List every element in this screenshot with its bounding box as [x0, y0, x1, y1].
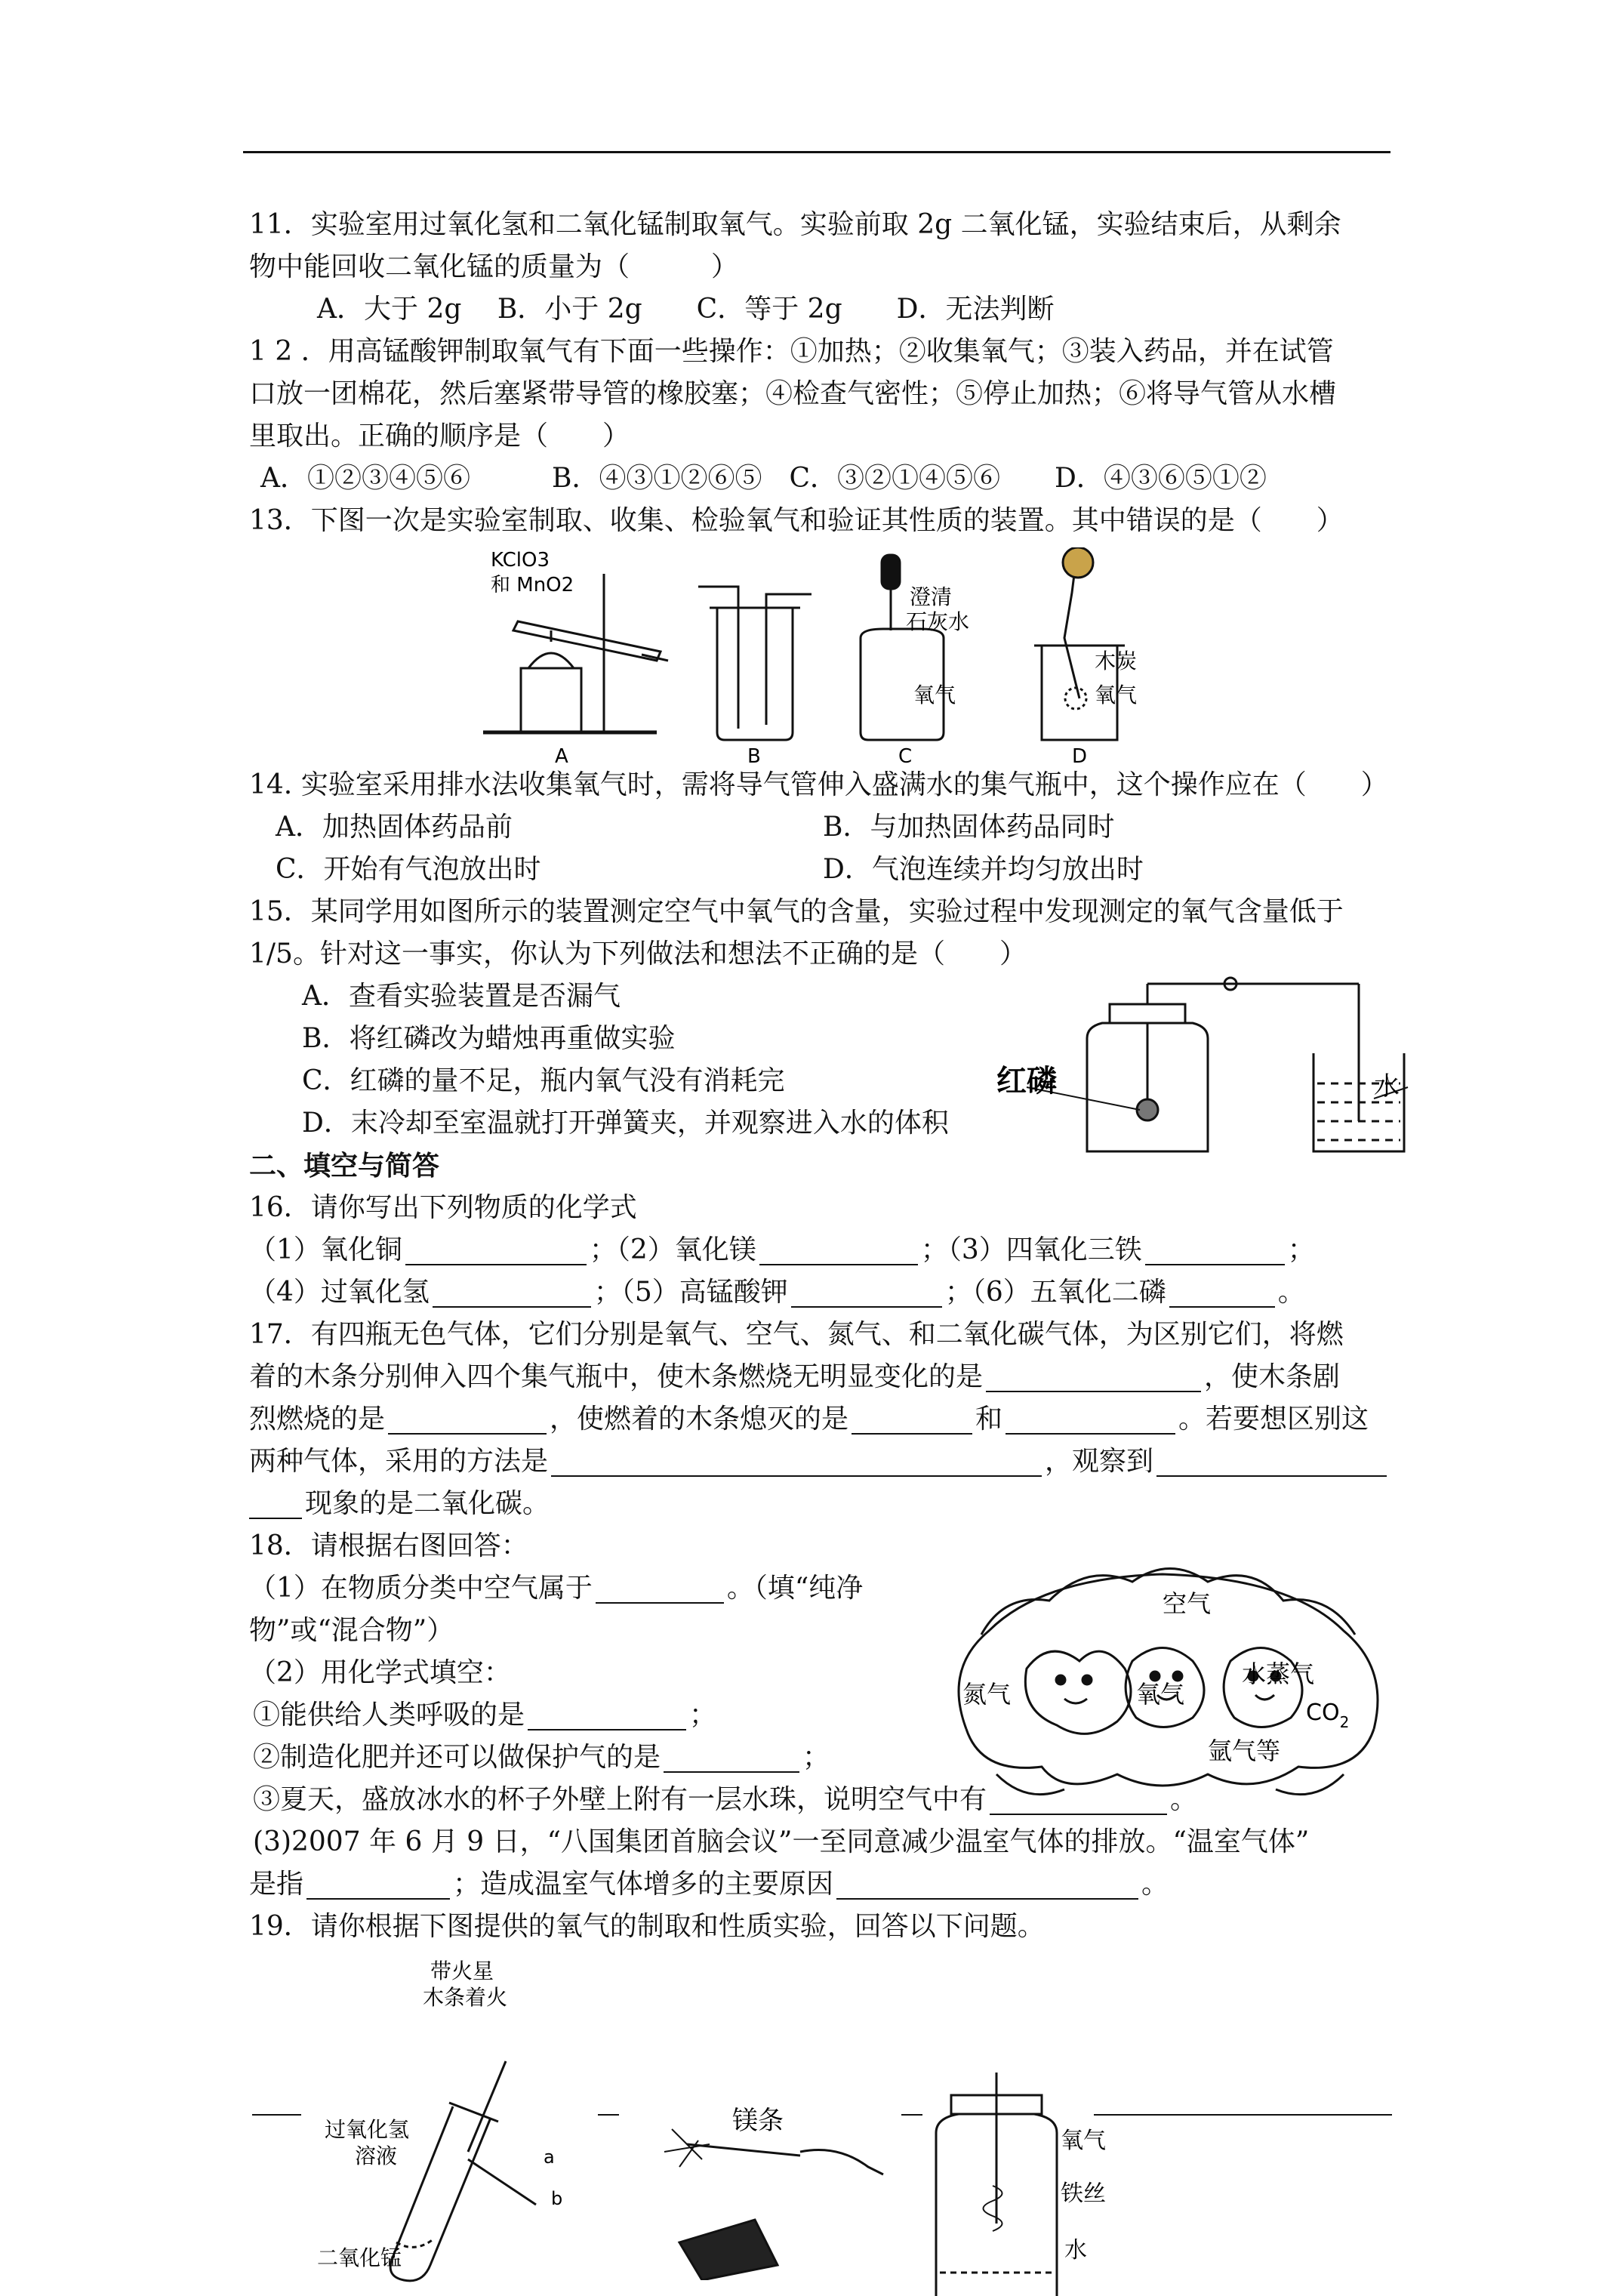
q18-part3-reason: ；造成温室气体增多的主要原因 [453, 1869, 834, 1900]
q17-line3 [249, 1404, 1369, 1435]
q18-fig-co2: $CO_2$ [1306, 1700, 1350, 1731]
q19-fig2-magnesium: 镁条 [732, 2106, 784, 2136]
q13-label-oxygen-d: 氧气 [1095, 683, 1138, 707]
q14-option-b: B．与加热固体药品同时 [823, 812, 1115, 843]
q14-option-d: D．气泡连续并均匀放出时 [823, 854, 1144, 885]
q12-options: A．①②③④⑤⑥ B．④③①②⑥⑤ C．③②①④⑤⑥ D．④③⑥⑤①② [260, 463, 1267, 494]
q19-fig3-iron-wire: 铁丝 [1061, 2180, 1106, 2207]
q13-label-clear: 澄清 [910, 584, 953, 609]
q14-option-a: A．加热固体药品前 [276, 812, 513, 843]
q16-blank3[interactable] [1145, 1238, 1285, 1265]
q15-apparatus-figure [996, 970, 1419, 1166]
q12-stem-line2: 口放一团棉花，然后塞紧带导管的橡胶塞；④检查气密性；⑤停止加热；⑥将导气管从水槽 [249, 378, 1337, 409]
q18-blank6[interactable] [836, 1872, 1138, 1900]
q11-stem-line2: 物中能回收二氧化锰的质量为（ ） [249, 251, 739, 282]
q19-fig3-water: 水 [1064, 2237, 1087, 2264]
q17-blank1[interactable] [986, 1365, 1201, 1392]
q18-part1-hint: 。（填“纯净 [726, 1573, 864, 1604]
q19-fig1-glowing: 带火星 [430, 1959, 494, 1983]
q16-blank2[interactable] [759, 1238, 918, 1265]
q16-row2 [249, 1277, 1305, 1308]
q16-row2-end: 。 [1277, 1277, 1305, 1308]
q18-part3-line1: (3)2007 年 6 月 9 日，“八国集团首脑会议”一至同意减少温室气体的排放。“温室气体” [253, 1826, 1310, 1857]
q19-blank2[interactable] [598, 2114, 619, 2116]
q17-blank3[interactable] [852, 1407, 972, 1435]
q18-fig-water-vapor: 水蒸气 [1242, 1660, 1315, 1688]
q19-fig1-mno2: 二氧化锰 [317, 2245, 402, 2270]
q18-fig-air: 空气 [1163, 1589, 1212, 1618]
q16-row1-end: ； [1287, 1234, 1315, 1265]
q19-stem: 19．请你根据下图提供的氧气的制取和性质实验，回答以下问题。 [249, 1911, 1045, 1942]
q18-item1-end: ； [689, 1700, 717, 1730]
q19-fig1-splint-ignites: 木条着火 [423, 1985, 508, 2010]
q16-blank5[interactable] [791, 1281, 942, 1308]
q17-line2 [249, 1362, 1340, 1392]
q12-stem-line3: 里取出。正确的顺序是（ ） [249, 421, 630, 451]
q17-line4-observe: ，观察到 [1045, 1446, 1154, 1477]
q18-part1-cont: 物”或“混合物”） [249, 1615, 454, 1646]
q16-item2-label: ；（2）氧化镁 [589, 1234, 756, 1265]
section-2-heading: 二、填空与简答 [249, 1150, 440, 1182]
q18-item2-text: ②制造化肥并还可以做保护气的是 [253, 1742, 661, 1773]
q16-item3-label: ；（3）四氧化三铁 [920, 1234, 1142, 1265]
q13-label-mno2: 和 MnO2 [491, 574, 574, 596]
q17-line3-text: 烈燃烧的是 [249, 1404, 386, 1435]
q16-item4-label: （4）过氧化氢 [249, 1277, 430, 1308]
q18-item2-end: ； [802, 1742, 830, 1773]
q16-stem: 16．请你写出下列物质的化学式 [249, 1192, 637, 1223]
q18-blank1[interactable] [596, 1576, 724, 1604]
q17-line3-text2: ，使燃着的木条熄灭的是 [550, 1404, 849, 1435]
q17-line5 [249, 1489, 550, 1519]
q13-label-limewater: 石灰水 [906, 609, 970, 634]
q14-option-c: C．开始有气泡放出时 [276, 854, 541, 885]
q18-part2: （2）用化学式填空： [249, 1657, 511, 1688]
q19-fig3-oxygen: 氧气 [1061, 2128, 1106, 2154]
q18-blank5[interactable] [306, 1872, 450, 1900]
q15-option-c: C．红磷的量不足，瓶内氧气没有消耗完 [302, 1065, 785, 1096]
q17-line4 [249, 1447, 1390, 1477]
q13-stem: 13．下图一次是实验室制取、收集、检验氧气和验证其性质的装置。其中错误的是（ ） [249, 505, 1344, 536]
q13-label-charcoal: 木炭 [1095, 649, 1138, 673]
q17-blank6-cont[interactable] [249, 1492, 302, 1519]
q18-item3-text: ③夏天，盛放冰水的杯子外壁上附有一层水珠，说明空气中有 [253, 1784, 987, 1815]
q15-option-d: D．末冷却至室温就打开弹簧夹，并观察进入水的体积 [302, 1108, 949, 1139]
q19-blank4[interactable] [1094, 2114, 1392, 2116]
q16-blank6[interactable] [1169, 1281, 1275, 1308]
q13-apparatus-figure [468, 547, 1147, 766]
q16-row1 [249, 1235, 1315, 1265]
q18-part1 [249, 1573, 863, 1604]
q15-option-a: A．查看实验装置是否漏气 [302, 981, 621, 1012]
q18-part3-text: 是指 [249, 1869, 304, 1900]
q13-label-oxygen-c: 氧气 [913, 683, 956, 707]
q19-fig1-label-b: b [551, 2188, 563, 2209]
q15-stem-line1: 15．某同学用如图所示的装置测定空气中氧气的含量，实验过程中发现测定的氧气含量低于 [249, 896, 1344, 927]
q18-item3-end: 。 [1170, 1784, 1198, 1815]
q17-blank4[interactable] [1006, 1407, 1175, 1435]
q13-caption-c: C [898, 745, 913, 766]
q17-blank5[interactable] [551, 1450, 1042, 1477]
q17-line2-text: 着的木条分别伸入四个集气瓶中，使木条燃烧无明显变化的是 [249, 1361, 984, 1392]
q16-item6-label: ；（6）五氧化二磷 [944, 1277, 1166, 1308]
q17-line2-end: ，使木条剧 [1204, 1361, 1341, 1392]
q11-options: A．大于 2g B．小于 2g C．等于 2g D．无法判断 [317, 294, 1055, 325]
q19-fig1-label-a: a [544, 2147, 555, 2168]
q18-item1-text: ①能供给人类呼吸的是 [253, 1700, 525, 1730]
q18-blank3[interactable] [664, 1746, 799, 1773]
q15-label-water: 水 [1374, 1071, 1400, 1102]
q13-caption-b: B [747, 745, 761, 766]
q15-label-red-phosphorus: 红磷 [996, 1064, 1057, 1099]
q18-item2 [253, 1743, 830, 1773]
q16-item1-label: （1）氧化铜 [249, 1234, 402, 1265]
q17-line4-text: 两种气体，采用的方法是 [249, 1446, 549, 1477]
q19-blank1[interactable] [252, 2114, 301, 2116]
q15-option-b: B．将红磷改为蜡烛再重做实验 [302, 1023, 676, 1054]
q18-item1 [253, 1700, 716, 1730]
q17-blank6[interactable] [1156, 1450, 1387, 1477]
q16-item5-label: ；（5）高锰酸钾 [593, 1277, 788, 1308]
q18-fig-oxygen: 氧气 [1136, 1680, 1185, 1709]
q13-caption-d: D [1072, 745, 1088, 766]
q14-stem: 14. 实验室采用排水法收集氧气时，需将导气管伸入盛满水的集气瓶中，这个操作应在（ ） [249, 769, 1388, 800]
q13-label-kclo3: KClO3 [491, 549, 550, 572]
q12-stem-line1: 1 2 ．用高锰酸钾制取氧气有下面一些操作：①加热；②收集氧气；③装入药品，并在试管 [249, 336, 1334, 367]
q17-line3-end: 。若要想区别这 [1178, 1404, 1369, 1435]
q18-fig-argon: 氩气等 [1208, 1737, 1281, 1765]
q18-part3-end: 。 [1141, 1869, 1169, 1900]
q18-air-cartoon-figure [936, 1548, 1404, 1820]
q18-blank2[interactable] [528, 1703, 686, 1730]
q19-fig3-iron-wire-burning [921, 2073, 1117, 2296]
q16-blank1[interactable] [405, 1238, 587, 1265]
q18-part1-text: （1）在物质分类中空气属于 [249, 1573, 593, 1604]
q13-caption-a: A [555, 745, 568, 766]
q19-fig2-magnesium-burning [657, 2099, 913, 2280]
q17-line1: 17．有四瓶无色气体，它们分别是氧气、空气、氮气、和二氧化碳气体，为区别它们，将燃 [249, 1319, 1344, 1350]
q19-fig1-solution: 溶液 [355, 2143, 398, 2168]
q19-fig1-h2o2-decomposition [317, 1955, 574, 2288]
q18-stem: 18．请根据右图回答： [249, 1530, 528, 1561]
q18-part3-line2 [249, 1869, 1169, 1900]
q11-stem-line1: 11．实验室用过氧化氢和二氧化锰制取氧气。实验前取 2g 二氧化锰，实验结束后，从剩余 [249, 209, 1341, 240]
q17-line3-and: 和 [975, 1404, 1003, 1435]
q17-line5-text: 现象的是二氧化碳。 [305, 1488, 550, 1519]
q16-blank4[interactable] [433, 1281, 591, 1308]
q19-fig1-h2o2: 过氧化氢 [325, 2117, 410, 2142]
header-rule [243, 151, 1390, 153]
q18-fig-nitrogen: 氮气 [962, 1680, 1012, 1709]
q15-stem-line2: 1/5。针对这一事实，你认为下列做法和想法不正确的是（ ） [249, 938, 1027, 969]
q17-blank2[interactable] [388, 1407, 547, 1435]
